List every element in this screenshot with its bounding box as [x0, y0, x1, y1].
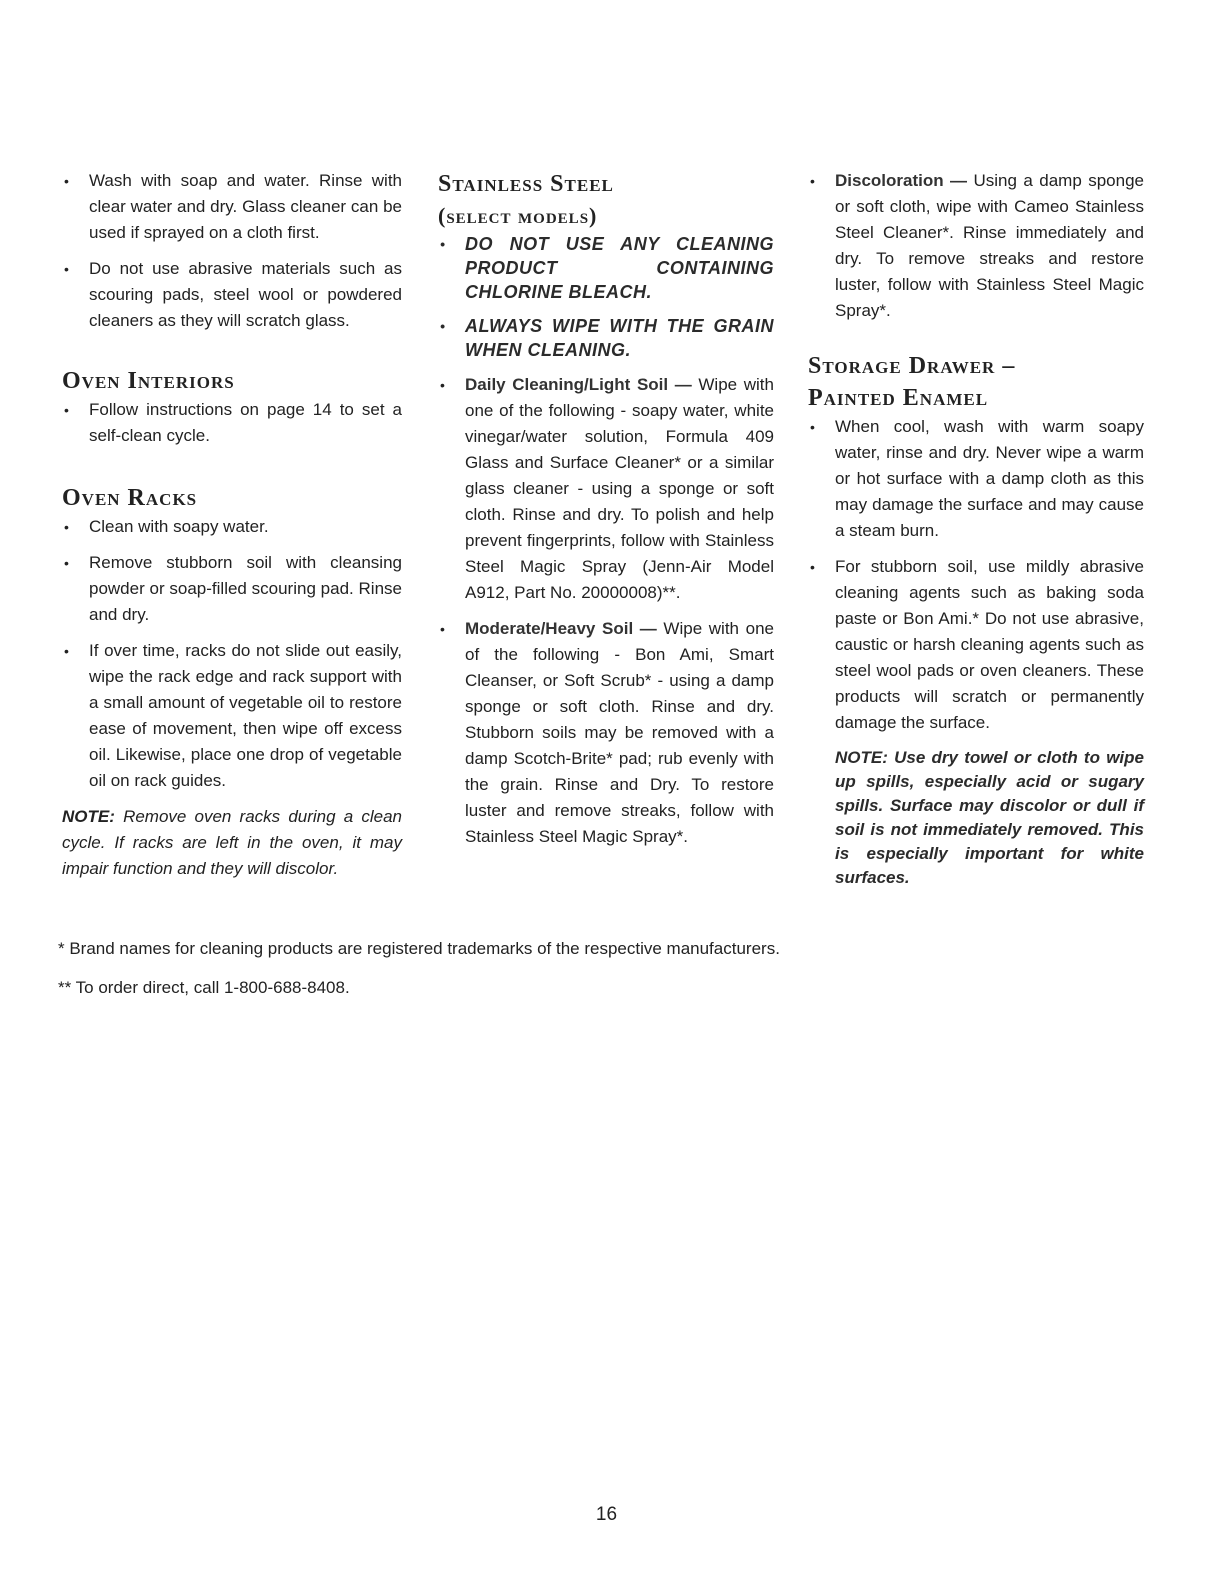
select-models-subheading: (select models)	[438, 203, 598, 228]
bullet-item: • For stubborn soil, use mildly abrasive cleaning agents such as baking soda paste or Bon Ami.* Do not use abrasive, caustic or harsh cleaning agents such as steel wool pads or oven cleaners. These products will scratch or permanently damage the surface.	[808, 554, 1144, 736]
bullet-item: • Wash with soap and water. Rinse with clear water and dry. Glass cleaner can be used if sprayed on a cloth first.	[62, 168, 402, 246]
item-text: Wipe with one of the following - soapy water, white vinegar/water solution, Formula 409 Glass and Surface Cleaner* or a similar glass cleaner - using a sponge or soft cloth. Rinse and dry. To polish and help prevent fingerprints, follow with Stainless Steel Magic Spray (Jenn-Air Model A912, Part No. 20000008)**.	[465, 375, 774, 602]
footnote-order: ** To order direct, call 1-800-688-8408.	[58, 978, 350, 997]
item-text: Wipe with one of the following - Bon Ami, Smart Cleanser, or Soft Scrub* - using a damp sponge or soft cloth. Rinse and dry. Stubborn soils may be removed with a damp Scotch-Brite* pad; rub evenly with the grain. Rinse and Dry. To restore luster and remove streaks, follow with Stainless Steel Magic Spray*.	[465, 619, 774, 846]
bullet-item: • If over time, racks do not slide out easily, wipe the rack edge and rack support with a small amount of vegetable oil to restore ease of movement, then wipe off excess oil. Likewise, place one drop of vegetable oil on rack guides.	[62, 638, 402, 794]
stainless-steel-heading: Stainless Steel	[438, 171, 614, 197]
item-lead: Discoloration —	[835, 171, 968, 190]
bullet-item: • When cool, wash with warm soapy water, rinse and dry. Never wipe a warm or hot surface with a damp cloth as this may damage the surface and may cause a steam burn.	[808, 414, 1144, 544]
note-label: NOTE:	[62, 807, 115, 826]
column-middle	[438, 168, 774, 860]
column-right	[808, 168, 1144, 890]
storage-note: NOTE: Use dry towel or cloth to wipe up spills, especially acid or sugary spills. Surface may discolor or dull if soil is not immediately removed. This is especially important for white surfaces.	[835, 748, 1144, 887]
page-number: 16	[595, 1504, 618, 1525]
painted-enamel-heading: Painted Enamel	[808, 385, 989, 411]
bullet-item	[808, 168, 1144, 324]
bullet-item	[438, 616, 774, 850]
warning-item: • DO NOT USE ANY CLEANING PRODUCT CONTAINING CHLORINE BLEACH.	[438, 232, 774, 304]
warning-item: • ALWAYS WIPE WITH THE GRAIN WHEN CLEANING.	[438, 314, 774, 362]
oven-racks-heading: Oven Racks	[62, 485, 198, 511]
bullet-item: • Follow instructions on page 14 to set a self-clean cycle.	[62, 397, 402, 449]
column-left	[62, 168, 402, 882]
oven-racks-note	[62, 804, 402, 882]
bullet-item	[438, 372, 774, 606]
storage-drawer-heading: Storage Drawer –	[808, 353, 1016, 379]
note-text: Remove oven racks during a clean cycle. If racks are left in the oven, it may impair function and they will discolor.	[62, 807, 402, 878]
oven-interiors-heading: Oven Interiors	[62, 368, 235, 394]
footnote-trademark: * Brand names for cleaning products are registered trademarks of the respective manufacturers.	[58, 939, 780, 958]
item-lead: Daily Cleaning/Light Soil —	[465, 375, 692, 394]
bullet-item: • Remove stubborn soil with cleansing powder or soap-filled scouring pad. Rinse and dry.	[62, 550, 402, 628]
bullet-item: • Do not use abrasive materials such as scouring pads, steel wool or powdered cleaners as they will scratch glass.	[62, 256, 402, 334]
item-lead: Moderate/Heavy Soil —	[465, 619, 657, 638]
bullet-item: • Clean with soapy water.	[62, 514, 402, 540]
item-text: Using a damp sponge or soft cloth, wipe with Cameo Stainless Steel Cleaner*. Rinse immediately and dry. To remove streaks and restore luster, follow with Stainless Steel Magic Spray*.	[835, 171, 1144, 320]
